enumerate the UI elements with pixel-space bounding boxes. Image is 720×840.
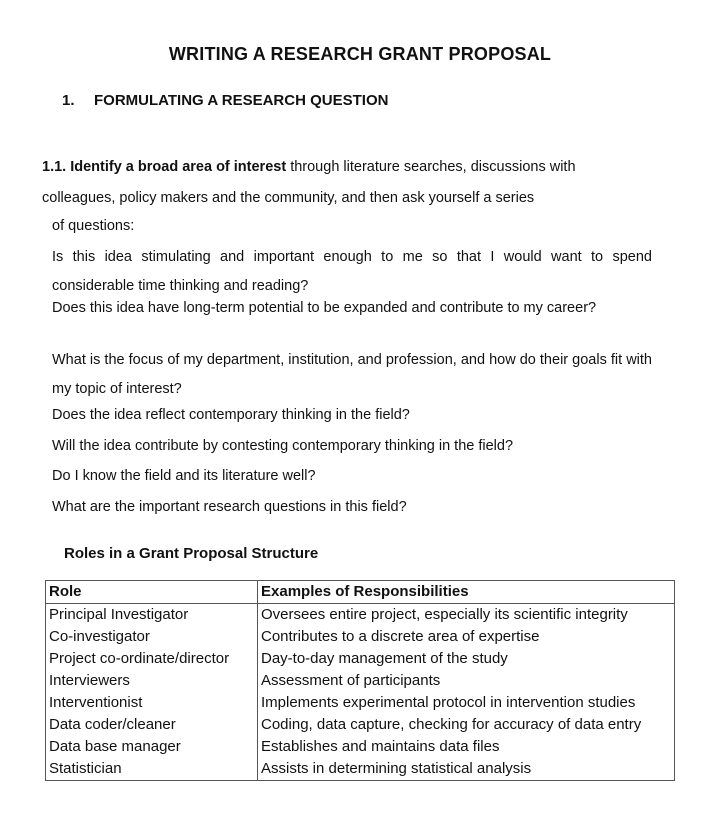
responsibility-cell: Day-to-day management of the study	[258, 648, 675, 670]
question-item: Does this idea have long-term potential to be expanded and contribute to my career?	[52, 300, 597, 316]
question-item: Is this idea stimulating and important enough to me so that I would want to spend considerable time thinking and reading?	[52, 249, 652, 294]
responsibility-cell: Implements experimental protocol in intervention studies	[258, 692, 675, 714]
roles-table-title: Roles in a Grant Proposal Structure	[64, 545, 319, 562]
header-responsibilities: Examples of Responsibilities	[258, 581, 675, 604]
table-row	[46, 626, 675, 648]
section-heading	[62, 92, 388, 109]
table-row	[46, 714, 675, 736]
question-item: What is the focus of my department, institution, and profession, and how do their goals fit with my topic of interest?	[52, 352, 652, 397]
role-cell: Statistician	[46, 758, 258, 781]
responsibility-cell: Establishes and maintains data files	[258, 736, 675, 758]
role-cell: Co-investigator	[46, 626, 258, 648]
role-cell: Interviewers	[46, 670, 258, 692]
table-row	[46, 758, 675, 781]
responsibility-cell: Coding, data capture, checking for accuracy of data entry	[258, 714, 675, 736]
table-row	[46, 736, 675, 758]
responsibility-cell: Assessment of participants	[258, 670, 675, 692]
roles-table	[45, 580, 675, 781]
header-role: Role	[46, 581, 258, 604]
role-cell: Data base manager	[46, 736, 258, 758]
section-number: 1.	[62, 92, 75, 109]
role-cell: Principal Investigator	[46, 604, 258, 627]
document-title: WRITING A RESEARCH GRANT PROPOSAL	[168, 44, 552, 64]
responsibility-cell: Assists in determining statistical analysis	[258, 758, 675, 781]
intro-line1-rest: through literature searches, discussions with	[286, 159, 576, 175]
table-header-row	[46, 581, 675, 604]
intro-line2: colleagues, policy makers and the community, and then ask yourself a series	[42, 190, 535, 206]
intro-bold-lead: 1.1. Identify a broad area of interest	[42, 159, 287, 175]
responsibility-cell: Contributes to a discrete area of expertise	[258, 626, 675, 648]
question-item: Will the idea contribute by contesting contemporary thinking in the field?	[52, 438, 514, 454]
question-item: What are the important research questions in this field?	[52, 499, 407, 515]
section-heading-text: FORMULATING A RESEARCH QUESTION	[94, 92, 389, 109]
intro-line3: of questions:	[52, 218, 135, 234]
role-cell: Data coder/cleaner	[46, 714, 258, 736]
question-item: Does the idea reflect contemporary thinking in the field?	[52, 407, 410, 423]
question-item: Do I know the field and its literature well?	[52, 468, 316, 484]
table-row	[46, 604, 675, 627]
table-row	[46, 670, 675, 692]
role-cell: Project co-ordinate/director	[46, 648, 258, 670]
intro-paragraph	[42, 152, 662, 238]
table-row	[46, 648, 675, 670]
table-row	[46, 692, 675, 714]
responsibility-cell: Oversees entire project, especially its scientific integrity	[258, 604, 675, 627]
role-cell: Interventionist	[46, 692, 258, 714]
